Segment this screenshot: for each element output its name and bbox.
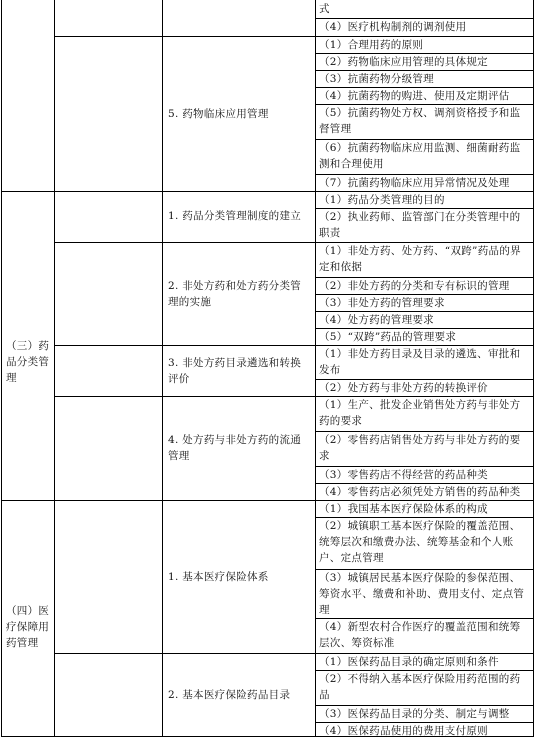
list-item: （1）非处方药目录及目录的遴选、审批和发布 [319, 348, 521, 376]
list-item: （4）零售药店必须凭处方销售的药品种类 [319, 486, 521, 498]
list-item: （2）执业药师、监管部门在分类管理中的职责 [319, 211, 521, 239]
list-item: （2）城镇职工基本医疗保险的覆盖范围、统筹层次和缴费办法、统筹基金和个人账户、定点管理 [319, 520, 521, 564]
list-item: （6）抗菌药物临床应用监测、细菌耐药监测和合理使用 [319, 142, 521, 170]
list-item: （3）抗菌药物分级管理 [319, 73, 434, 85]
column-divider [54, 0, 55, 737]
list-item: （1）药品分类管理的目的 [319, 194, 445, 206]
list-item: （2）零售药店销售处方药与非处方药的要求 [319, 434, 521, 462]
list-item: （2）非处方药的分类和专有标识的管理 [319, 280, 510, 292]
list-item: （1）我国基本医疗保险体系的构成 [319, 503, 488, 515]
list-item: （1）非处方药、处方药、“双跨”药品的界定和依据 [319, 245, 521, 273]
section-label: （四）医疗保障用药管理 [6, 605, 50, 649]
list-item: （4）新型农村合作医疗的覆盖范围和统筹层次、筹资标准 [319, 621, 521, 649]
list-item: （3）城镇居民基本医疗保险的参保范围、筹资水平、缴费和补助、费用支付、定点管理 [319, 572, 525, 616]
list-item: （2）处方药与非处方药的转换评价 [319, 382, 488, 394]
list-item: （4）处方药的管理要求 [319, 314, 434, 326]
list-item: （2）药物临床应用管理的具体规定 [319, 56, 488, 68]
group-title: 2. 非处方药和处方药分类管理的实施 [168, 280, 302, 308]
section-label: （三）药品分类管理 [6, 340, 50, 384]
column-divider [162, 0, 163, 737]
list-item: （3）医保药品目录的分类、制定与调整 [319, 708, 510, 720]
group-title: 1. 药品分类管理制度的建立 [168, 210, 302, 222]
list-item: （1）合理用药的原则 [319, 39, 424, 51]
group-title: 5. 药物临床应用管理 [168, 108, 269, 120]
list-item: （4）抗菌药物的购进、使用及定期评估 [319, 90, 510, 102]
list-item: （5）抗菌药物处方权、调剂资格授予和监督管理 [319, 107, 521, 135]
list-item: （1）医保药品目录的确定原则和条件 [319, 656, 499, 668]
list-item: （5）“双跨”药品的管理要求 [319, 331, 457, 343]
list-item: （4）医保药品使用的费用支付原则 [319, 725, 488, 737]
list-item: （2）不得纳入基本医疗保险用药范围的药品 [319, 673, 521, 701]
group-title: 3. 非处方药目录遴选和转换评价 [168, 357, 302, 385]
list-item: （3）零售药店不得经营的药品种类 [319, 469, 488, 481]
group-title: 4. 处方药与非处方药的流通管理 [168, 434, 302, 462]
list-item: 式 [319, 3, 330, 15]
column-divider [315, 0, 316, 737]
list-item: （1）生产、批发企业销售处方药与非处方药的要求 [319, 399, 521, 427]
list-item: （3）非处方药的管理要求 [319, 297, 445, 309]
group-title: 1. 基本医疗保险体系 [168, 571, 269, 583]
list-item: （7）抗菌药物临床应用异常情况及处理 [319, 177, 510, 189]
list-item: （4）医疗机构制剂的调剂使用 [319, 21, 467, 33]
group-title: 2. 基本医疗保险药品目录 [168, 689, 291, 701]
